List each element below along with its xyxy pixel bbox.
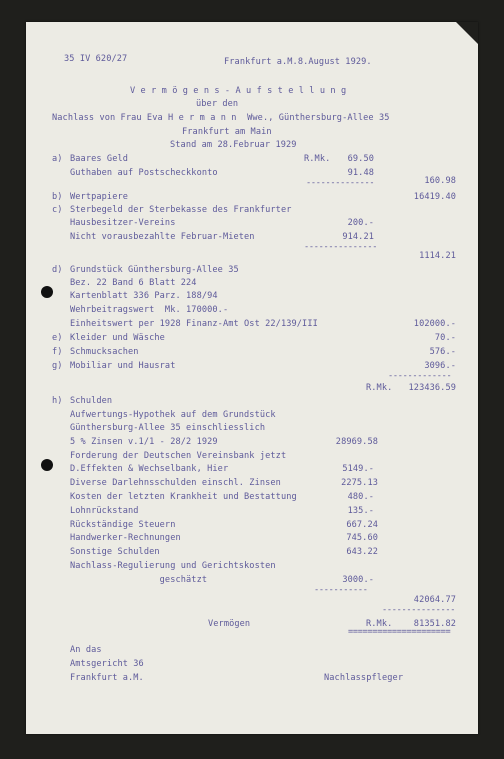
section-g-marker: g): [52, 361, 63, 371]
double-underline-rule: =====================: [348, 627, 451, 637]
section-b-marker: b): [52, 192, 63, 202]
subtotal-currency: R.Mk.: [366, 383, 393, 393]
debt-item-amount: 667.24: [346, 520, 378, 530]
debt-item-amount: 28969.58: [335, 437, 378, 447]
underline-rule: ---------------: [304, 242, 378, 252]
section-c-label-3: Nicht vorausbezahlte Februar-Mieten: [70, 232, 255, 242]
punch-hole: [41, 286, 53, 298]
title-line-3: Nachlass von Frau Eva H e r m a n n Wwe., Günthersburg-Allee 35: [52, 113, 390, 123]
section-e-marker: e): [52, 333, 63, 343]
section-a-sub-amount: 91.48: [347, 168, 374, 178]
section-c-label: Sterbegeld der Sterbekasse des Frankfurter: [70, 205, 292, 215]
section-c-label-2: Hausbesitzer-Vereins: [70, 218, 176, 228]
section-g-total: 3096.-: [424, 361, 456, 371]
title-line-5: Stand am 28.Februar 1929: [170, 140, 297, 150]
title-line-4: Frankfurt am Main: [182, 127, 272, 137]
addressee-line-3: Frankfurt a.M.: [70, 673, 144, 683]
debt-item-amount: 3000.-: [342, 575, 374, 585]
currency-label: R.Mk.: [304, 154, 331, 164]
section-a-label: Baares Geld: [70, 154, 129, 164]
section-h-marker: h): [52, 396, 63, 406]
section-d-line-5: Einheitswert per 1928 Finanz-Amt Ost 22/139/III: [70, 319, 318, 329]
signatory: Nachlasspfleger: [324, 673, 404, 683]
section-d-total: 102000.-: [413, 319, 456, 329]
section-f-total: 576.-: [429, 347, 456, 357]
debt-item-text: Aufwertungs-Hypothek auf dem Grundstück: [70, 410, 276, 420]
debt-item-text: Günthersburg-Allee 35 einschliesslich: [70, 423, 266, 433]
section-c-amount-2: 914.21: [342, 232, 374, 242]
debt-item-amount: 745.60: [346, 533, 378, 543]
addressee-line-2: Amtsgericht 36: [70, 659, 144, 669]
underline-rule: -------------: [388, 371, 452, 381]
title-line-2: über den: [196, 99, 239, 109]
section-d-line-4: Wehrbeitragswert Mk. 170000.-: [70, 305, 229, 315]
debt-item-amount: 643.22: [346, 547, 378, 557]
debt-item-text: Forderung der Deutschen Vereinsbank jetzt: [70, 451, 287, 461]
section-f-label: Schmucksachen: [70, 347, 139, 357]
debt-item-amount: 480.-: [347, 492, 374, 502]
final-amount: 81351.82: [413, 619, 456, 629]
section-d-line-3: Kartenblatt 336 Parz. 188/94: [70, 291, 218, 301]
subtotal-amount: 123436.59: [408, 383, 456, 393]
section-e-total: 70.-: [434, 333, 456, 343]
section-b-total: 16419.40: [413, 192, 456, 202]
section-c-marker: c): [52, 205, 63, 215]
final-label: Vermögen: [208, 619, 251, 629]
debt-item-text: 5 % Zinsen v.1/1 - 28/2 1929: [70, 437, 218, 447]
debt-item-text: Diverse Darlehnsschulden einschl. Zinsen: [70, 478, 281, 488]
debt-item-amount: 5149.-: [342, 464, 374, 474]
section-c-amount-1: 200.-: [347, 218, 374, 228]
file-reference: 35 IV 620/27: [64, 54, 128, 64]
debt-item-text: Kosten der letzten Krankheit und Bestattung: [70, 492, 297, 502]
section-b-label: Wertpapiere: [70, 192, 129, 202]
debt-item-text: geschätzt: [70, 575, 208, 585]
underline-rule: ---------------: [382, 605, 456, 615]
debt-item-amount: 135.-: [347, 506, 374, 516]
section-g-label: Mobiliar und Hausrat: [70, 361, 176, 371]
section-a-amount: 69.50: [347, 154, 374, 164]
addressee-line-1: An das: [70, 645, 102, 655]
punch-hole: [41, 459, 53, 471]
final-currency: R.Mk.: [366, 619, 393, 629]
document-title: V e r m ö g e n s - A u f s t e l l u n g: [130, 86, 347, 96]
section-a-total: 160.98: [424, 176, 456, 186]
debt-item-amount: 2275.13: [341, 478, 378, 488]
underline-rule: -----------: [314, 585, 368, 595]
folded-corner: [456, 22, 478, 44]
section-e-label: Kleider und Wäsche: [70, 333, 165, 343]
debt-item-text: Rückständige Steuern: [70, 520, 176, 530]
debt-item-text: Nachlass-Regulierung und Gerichtskosten: [70, 561, 276, 571]
section-c-total: 1114.21: [419, 251, 456, 261]
section-d-marker: d): [52, 265, 63, 275]
debt-item-text: D.Effekten & Wechselbank, Hier: [70, 464, 229, 474]
debt-item-text: Handwerker-Rechnungen: [70, 533, 181, 543]
place-date: Frankfurt a.M.8.August 1929.: [224, 57, 372, 67]
debt-item-text: Lohnrückstand: [70, 506, 139, 516]
section-a-sub-label: Guthaben auf Postscheckkonto: [70, 168, 218, 178]
debt-item-text: Sonstige Schulden: [70, 547, 160, 557]
underline-rule: --------------: [306, 178, 375, 188]
section-a-marker: a): [52, 154, 63, 164]
section-d-line-2: Bez. 22 Band 6 Blatt 224: [70, 278, 197, 288]
section-d-label: Grundstück Günthersburg-Allee 35: [70, 265, 239, 275]
document-page: [26, 22, 478, 734]
section-h-total: 42064.77: [413, 595, 456, 605]
section-f-marker: f): [52, 347, 63, 357]
section-h-label: Schulden: [70, 396, 113, 406]
